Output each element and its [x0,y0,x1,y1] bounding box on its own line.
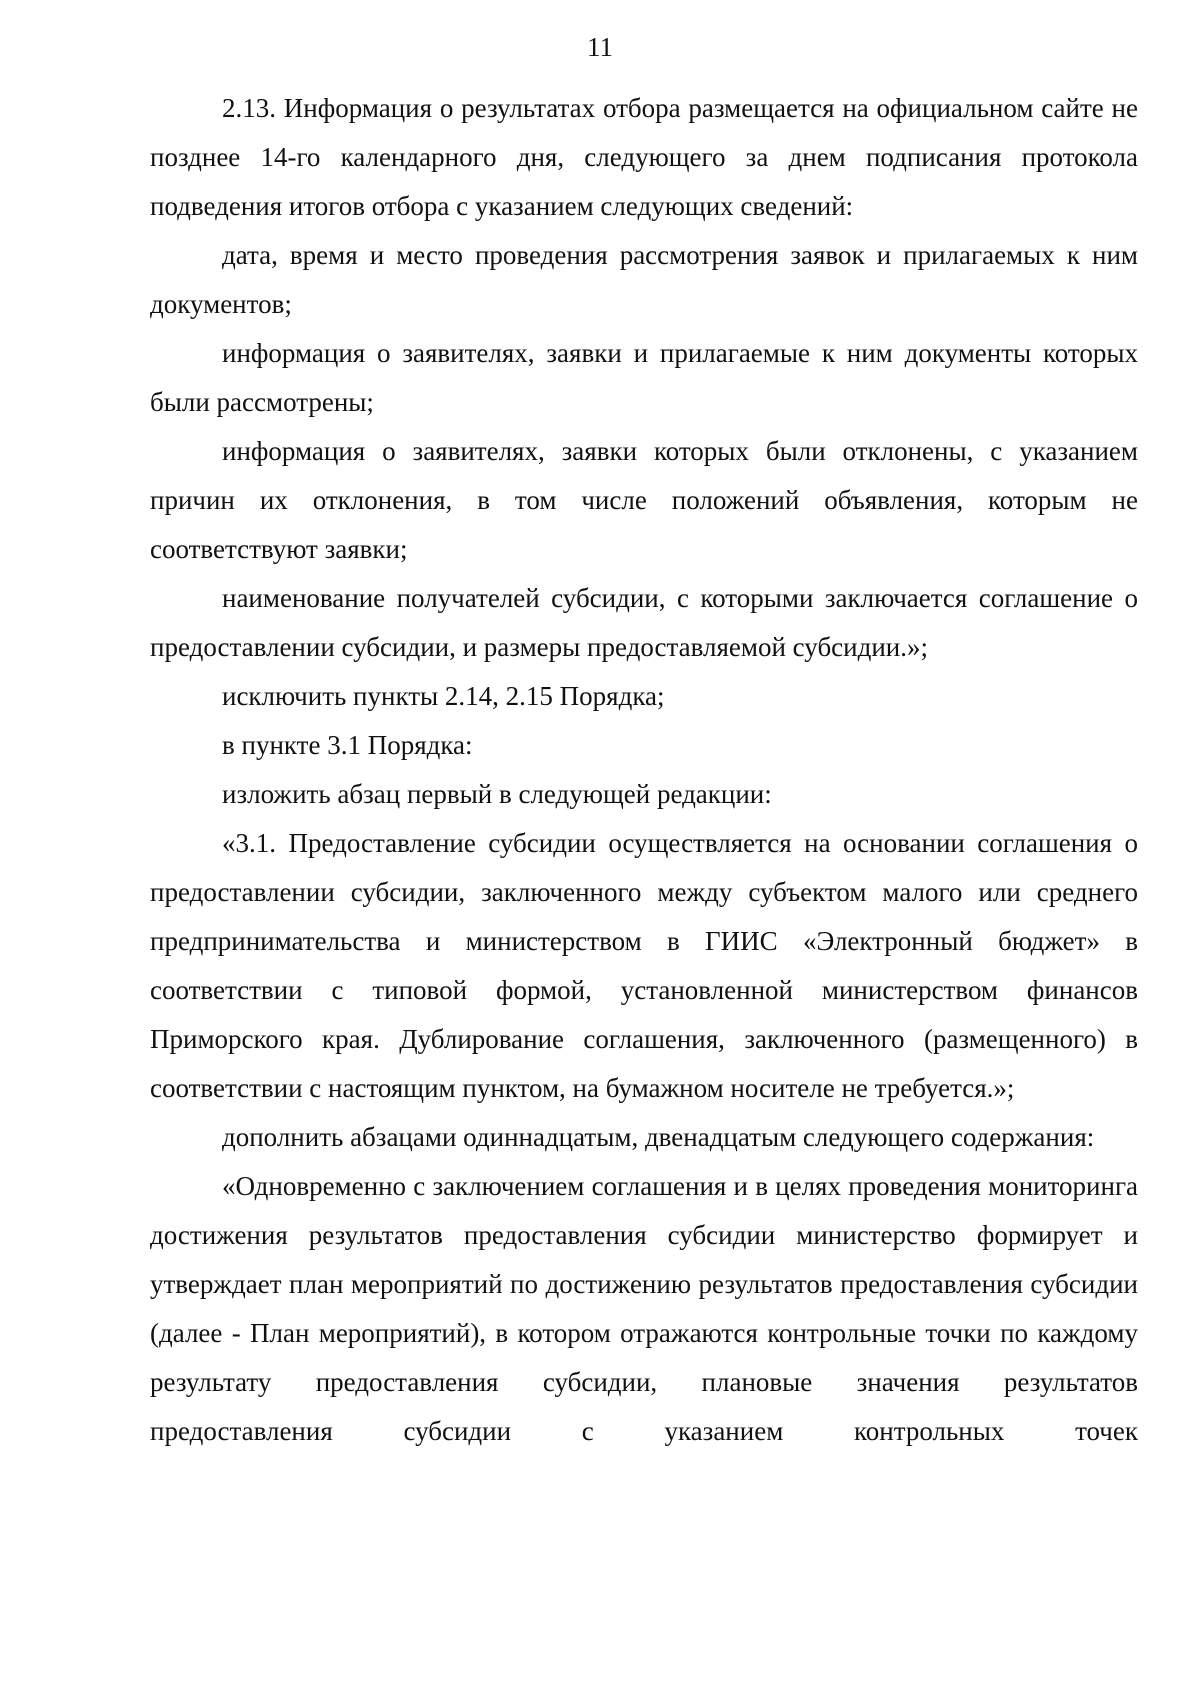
paragraph-simultaneously: «Одновременно с заключением соглашения и в целях проведения мониторинга достижения результатов предоставления субсидии министерство формирует и утверждает план мероприятий по достижению результатов предоставления субсидии (далее - План мероприятий), в котором отражаются контрольные точки по каждому результату предоставления субсидии, плановые значения результатов предоставления субсидии с указанием контрольных точек [150,1171,1138,1446]
paragraph-applicants-considered: информация о заявителях, заявки и прилагаемые к ним документы которых были рассмотрены; [150,338,1138,417]
page-number: 11 [587,32,613,62]
paragraph-exclude-points: исключить пункты 2.14, 2.15 Порядка; [222,681,665,711]
paragraph-recipients-names: наименование получателей субсидии, с которыми заключается соглашение о предоставлении субсидии, и размеры предоставляемой субсидии.»; [150,583,1138,662]
paragraph-2-13: 2.13. Информация о результатах отбора размещается на официальном сайте не позднее 14-го календарного дня, следующего за днем подписания протокола подведения итогов отбора с указанием следующих сведений: [150,93,1138,221]
paragraph-applicants-rejected: информация о заявителях, заявки которых были отклонены, с указанием причин их отклонения, в том числе положений объявления, которым не соответствуют заявки; [150,436,1138,564]
paragraph-point-3-1: в пункте 3.1 Порядка: [222,730,473,760]
paragraph-add-abzacs: дополнить абзацами одиннадцатым, двенадцатым следующего содержания: [222,1122,1095,1152]
paragraph-first-abzac: изложить абзац первый в следующей редакции: [222,779,772,809]
document-body [150,84,1138,1456]
paragraph-3-1-text: «3.1. Предоставление субсидии осуществляется на основании соглашения о предоставлении субсидии, заключенного между субъектом малого или среднего предпринимательства и министерством в ГИИС «Электронный бюджет» в соответствии с типовой формой, установленной министерством финансов Приморского края. Дублирование соглашения, заключенного (размещенного) в соответствии с настоящим пунктом, на бумажном носителе не требуется.»; [150,828,1138,1103]
paragraph-date-time-place: дата, время и место проведения рассмотрения заявок и прилагаемых к ним документов; [150,240,1138,319]
